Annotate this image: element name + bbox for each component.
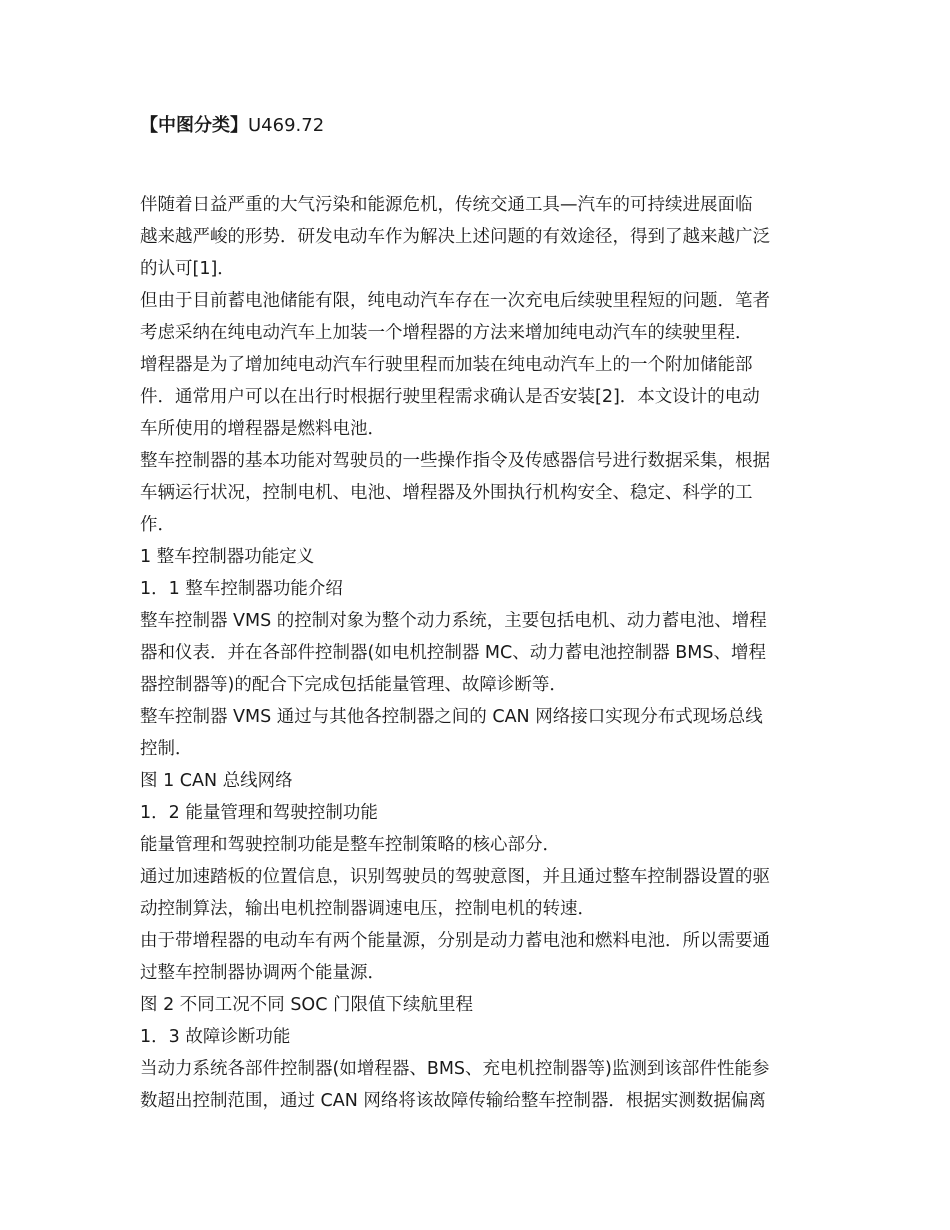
text-line: 图 2 不同工况不同 SOC 门限值下续航里程	[140, 995, 473, 1015]
text-line: 件．通常用户可以在出行时根据行驶里程需求确认是否安装[2]．本文设计的电动	[140, 387, 760, 407]
text-line: 但由于目前蓄电池储能有限，纯电动汽车存在一次充电后续驶里程短的问题．笔者	[140, 291, 770, 311]
text-line: 伴随着日益严重的大气污染和能源危机，传统交通工具—汽车的可持续进展面临	[140, 195, 753, 215]
text-line: 1 整车控制器功能定义	[140, 547, 315, 567]
text-line: 1．3 故障诊断功能	[140, 1027, 291, 1047]
body-text	[140, 189, 816, 1117]
classification-label: 【中图分类】	[140, 115, 248, 136]
text-line: 车辆运行状况，控制电机、电池、增程器及外围执行机构安全、稳定、科学的工	[140, 483, 753, 503]
text-line: 由于带增程器的电动车有两个能量源，分别是动力蓄电池和燃料电池．所以需要通	[140, 931, 770, 951]
text-line: 的认可[1]．	[140, 259, 235, 279]
text-line: 整车控制器的基本功能对驾驶员的一些操作指令及传感器信号进行数据采集，根据	[140, 451, 770, 471]
text-line: 数超出控制范围，通过 CAN 网络将该故障传输给整车控制器．根据实测数据偏离	[140, 1091, 766, 1111]
text-line: 作．	[140, 515, 175, 535]
text-line: 器和仪表．并在各部件控制器(如电机控制器 MC、动力蓄电池控制器 BMS、增程	[140, 643, 766, 663]
text-line: 过整车控制器协调两个能量源．	[140, 963, 385, 983]
text-line: 动控制算法，输出电机控制器调速电压，控制电机的转速．	[140, 899, 595, 919]
text-line: 能量管理和驾驶控制功能是整车控制策略的核心部分．	[140, 835, 560, 855]
text-line: 图 1 CAN 总线网络	[140, 771, 293, 791]
text-line: 1．1 整车控制器功能介绍	[140, 579, 343, 599]
classification-header	[140, 112, 324, 140]
text-line: 增程器是为了增加纯电动汽车行驶里程而加装在纯电动汽车上的一个附加储能部	[140, 355, 753, 375]
text-line: 越来越严峻的形势．研发电动车作为解决上述问题的有效途径，得到了越来越广泛	[140, 227, 770, 247]
classification-code: U469.72	[248, 115, 325, 136]
text-line: 控制．	[140, 739, 193, 759]
text-line: 通过加速踏板的位置信息，识别驾驶员的驾驶意图，并且通过整车控制器设置的驱	[140, 867, 770, 887]
text-line: 器控制器等)的配合下完成包括能量管理、故障诊断等．	[140, 675, 567, 695]
text-line: 1．2 能量管理和驾驶控制功能	[140, 803, 378, 823]
text-line: 整车控制器 VMS 的控制对象为整个动力系统，主要包括电机、动力蓄电池、增程	[140, 611, 767, 631]
text-line: 当动力系统各部件控制器(如增程器、BMS、充电机控制器等)监测到该部件性能参	[140, 1059, 770, 1079]
text-line: 整车控制器 VMS 通过与其他各控制器之间的 CAN 网络接口实现分布式现场总线	[140, 707, 763, 727]
text-line: 考虑采纳在纯电动汽车上加装一个增程器的方法来增加纯电动汽车的续驶里程．	[140, 323, 753, 343]
text-line: 车所使用的增程器是燃料电池．	[140, 419, 385, 439]
